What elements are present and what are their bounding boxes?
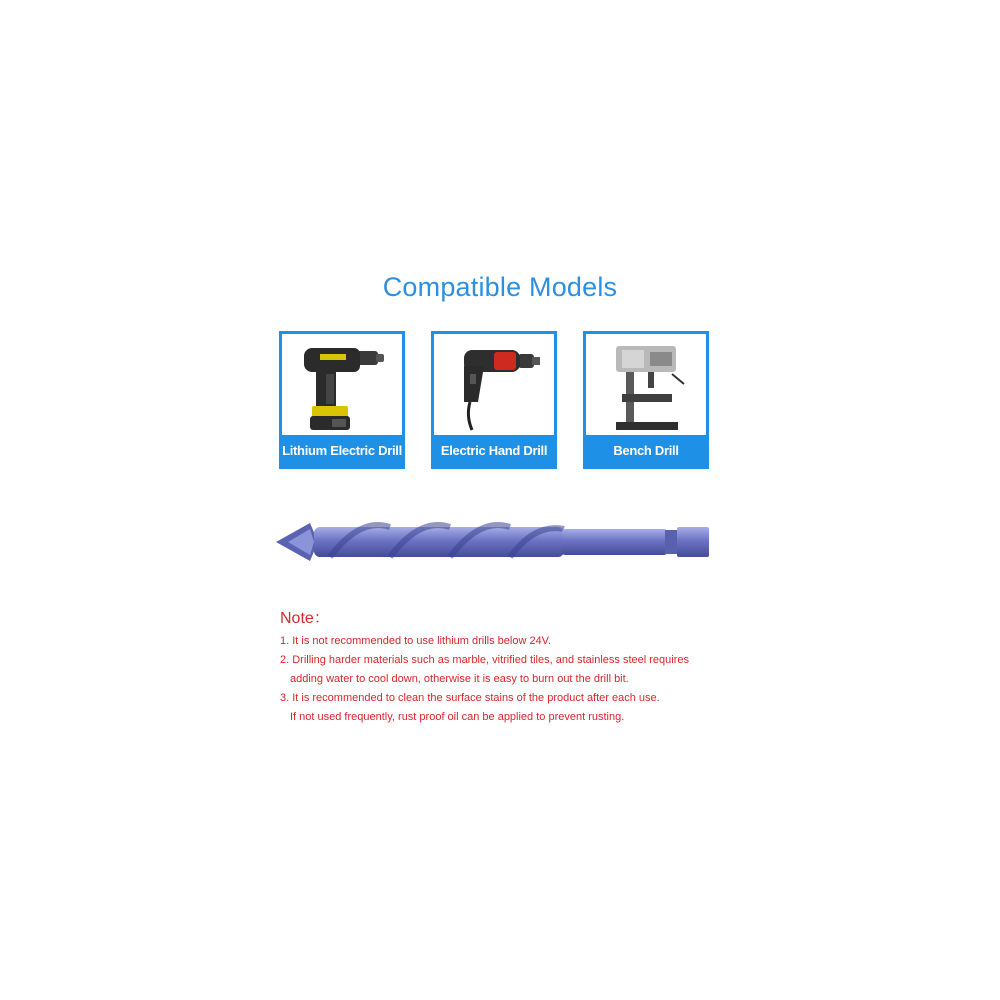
- note-line: adding water to cool down, otherwise it is easy to burn out the drill bit.: [290, 673, 629, 685]
- corded-drill-icon: [434, 334, 554, 435]
- note-list: [280, 632, 740, 727]
- model-label: Bench Drill: [586, 435, 706, 466]
- model-card-lithium-electric-drill: [279, 331, 405, 469]
- section-title: Compatible Models: [382, 272, 618, 302]
- note-line: 2. Drilling harder materials such as marble, vitrified tiles, and stainless steel requires: [280, 654, 690, 666]
- drill-bit-image: [270, 515, 715, 570]
- note-item: [280, 632, 740, 651]
- note-line: If not used frequently, rust proof oil can be applied to prevent rusting.: [290, 711, 625, 723]
- model-label: Electric Hand Drill: [434, 435, 554, 466]
- model-label: Lithium Electric Drill: [282, 435, 402, 466]
- bench-drill-icon: [586, 334, 706, 435]
- note-line: 1. It is not recommended to use lithium drills below 24V.: [280, 635, 552, 647]
- note-item: [280, 651, 740, 689]
- model-card-electric-hand-drill: [431, 331, 557, 469]
- cordless-drill-icon: [282, 334, 402, 435]
- note-heading: Note：: [280, 610, 330, 627]
- model-card-bench-drill: [583, 331, 709, 469]
- note-item: [280, 689, 740, 727]
- note-line: 3. It is recommended to clean the surface stains of the product after each use.: [280, 692, 660, 704]
